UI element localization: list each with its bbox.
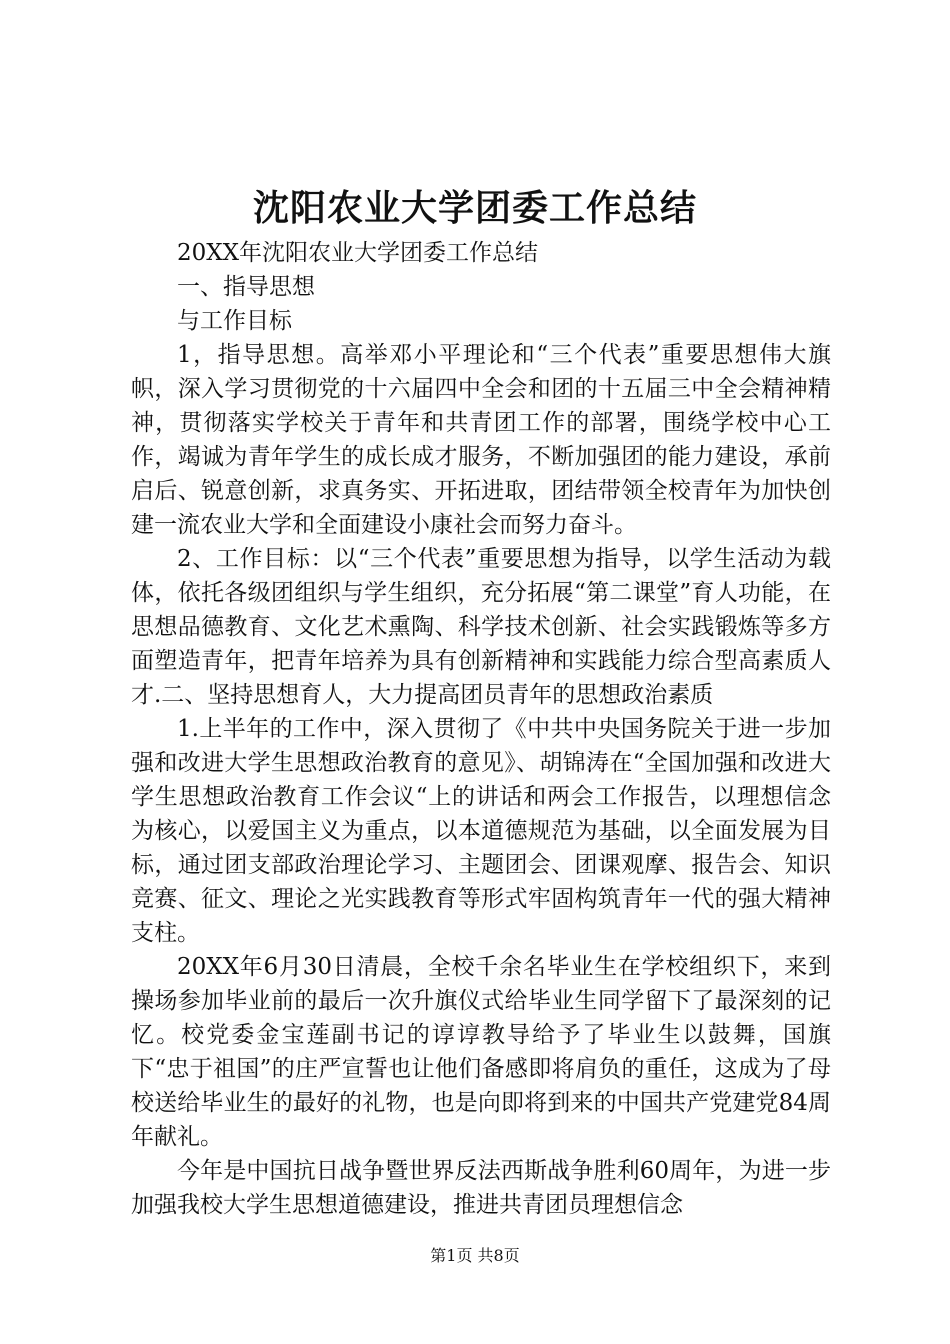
paragraph-heading-year: 20XX年沈阳农业大学团委工作总结 [177, 240, 539, 266]
paragraph-section-one-cont: 与工作目标 [177, 308, 292, 334]
document-body [131, 236, 831, 1222]
paragraph-section-one: 一、指导思想 [177, 274, 315, 300]
page-number-footer: 第1页 共8页 [430, 1246, 520, 1265]
paragraph-work-goal: 2、工作目标：以“三个代表”重要思想为指导，以学生活动为载体，依托各级团组织与学生组织，充分拓展“第二课堂”育人功能，在思想品德教育、文化艺术熏陶、科学技术创新、社会实践锻炼等多方面塑造青年，把青年培养为具有创新精神和实践能力综合型高素质人才.二、坚持思想育人，大力提高团员青年的思想政治素质 [131, 546, 831, 708]
paragraph-guiding-thought: 1，指导思想。高举邓小平理论和“三个代表”重要思想伟大旗帜，深入学习贯彻党的十六届四中全会和团的十五届三中全会精神精神，贯彻落实学校关于青年和共青团工作的部署，围绕学校中心工作，竭诚为青年学生的成长成才服务，不断加强团的能力建设，承前启后、锐意创新，求真务实、开拓进取，团结带领全校青年为加快创建一流农业大学和全面建设小康社会而努力奋斗。 [131, 342, 831, 538]
paragraph-first-half-work: 1.上半年的工作中，深入贯彻了《中共中央国务院关于进一步加强和改进大学生思想政治教育的意见》、胡锦涛在“全国加强和改进大学生思想政治教育工作会议“上的讲话和两会工作报告，以理想信念为核心，以爱国主义为重点，以本道德规范为基础，以全面发展为目标，通过团支部政治理论学习、主题团会、团课观摩、报告会、知识竞赛、征文、理论之光实践教育等形式牢固构筑青年一代的强大精神支柱。 [131, 716, 831, 946]
paragraph-graduation-ceremony: 20XX年6月30日清晨，全校千余名毕业生在学校组织下，来到操场参加毕业前的最后一次升旗仪式给毕业生同学留下了最深刻的记忆。校党委金宝莲副书记的谆谆教导给予了毕业生以鼓舞，国旗下“忠于祖国”的庄严宣誓也让他们备感即将肩负的重任，这成为了母校送给毕业生的最好的礼物，也是向即将到来的中国共产党建党84周年献礼。 [131, 954, 831, 1150]
document-title: 沈阳农业大学团委工作总结 [252, 187, 697, 229]
paragraph-anniversary: 今年是中国抗日战争暨世界反法西斯战争胜利60周年，为进一步加强我校大学生思想道德建设，推进共青团员理想信念 [131, 1158, 831, 1218]
